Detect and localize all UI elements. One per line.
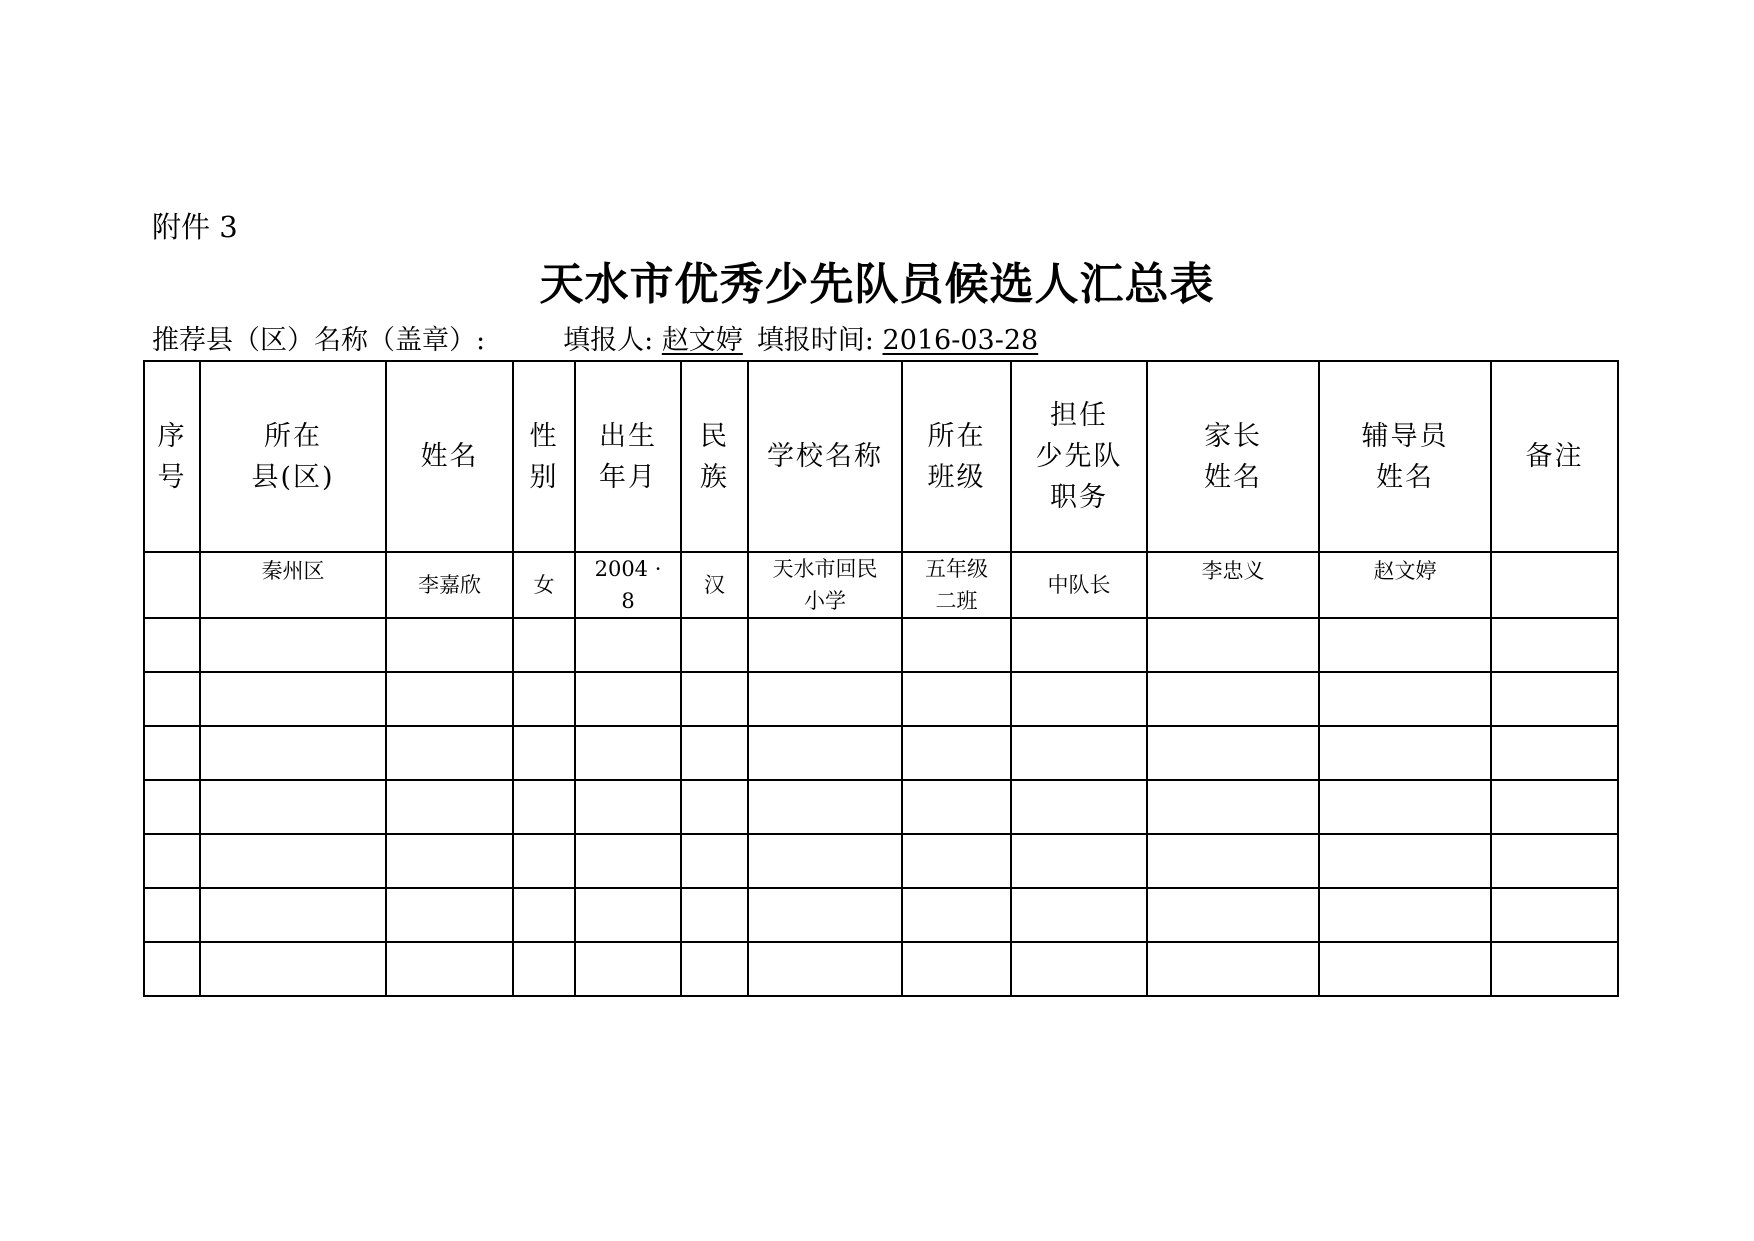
header-name: 姓名: [386, 361, 513, 552]
candidate-summary-table: [143, 360, 1619, 997]
cell-ethnicity: 汉: [681, 552, 748, 618]
filler-name: 赵文婷: [661, 325, 743, 356]
table-row-empty: [144, 618, 1618, 672]
table-row-empty: [144, 834, 1618, 888]
table-row-empty: [144, 672, 1618, 726]
header-remark: 备注: [1491, 361, 1618, 552]
table-row-empty: [144, 942, 1618, 996]
header-counselor: 辅导员 姓名: [1319, 361, 1491, 552]
table-row-empty: [144, 888, 1618, 942]
cell-remark: [1491, 552, 1618, 618]
filler-label: 填报人:: [563, 325, 654, 356]
cell-name: 李嘉欣: [386, 552, 513, 618]
table-row: [144, 552, 1618, 618]
cell-gender: 女: [513, 552, 575, 618]
header-row: [144, 361, 1618, 552]
cell-county: 秦州区: [200, 552, 386, 618]
cell-counselor: 赵文婷: [1319, 552, 1491, 618]
date-value: 2016-03-28: [882, 325, 1039, 356]
header-seq: 序 号: [144, 361, 200, 552]
header-birth: 出生 年月: [575, 361, 681, 552]
header-class: 所在 班级: [902, 361, 1011, 552]
page-title: 天水市优秀少先队员候选人汇总表: [539, 259, 1215, 310]
header-parent: 家长 姓名: [1147, 361, 1319, 552]
header-gender: 性 别: [513, 361, 575, 552]
table-row-empty: [144, 780, 1618, 834]
cell-class: 五年级 二班: [902, 552, 1011, 618]
header-position: 担任 少先队 职务: [1011, 361, 1147, 552]
form-info-line: [152, 318, 1038, 357]
attachment-label: 附件 3: [152, 210, 238, 244]
county-label: 推荐县（区）名称（盖章）:: [152, 325, 486, 356]
cell-parent: 李忠义: [1147, 552, 1319, 618]
date-label: 填报时间:: [756, 325, 874, 356]
header-county: 所在 县(区): [200, 361, 386, 552]
cell-position: 中队长: [1011, 552, 1147, 618]
cell-seq: [144, 552, 200, 618]
header-school: 学校名称: [748, 361, 902, 552]
cell-birth: 2004 · 8: [575, 552, 681, 618]
cell-school: 天水市回民 小学: [748, 552, 902, 618]
table-row-empty: [144, 726, 1618, 780]
header-ethnicity: 民 族: [681, 361, 748, 552]
